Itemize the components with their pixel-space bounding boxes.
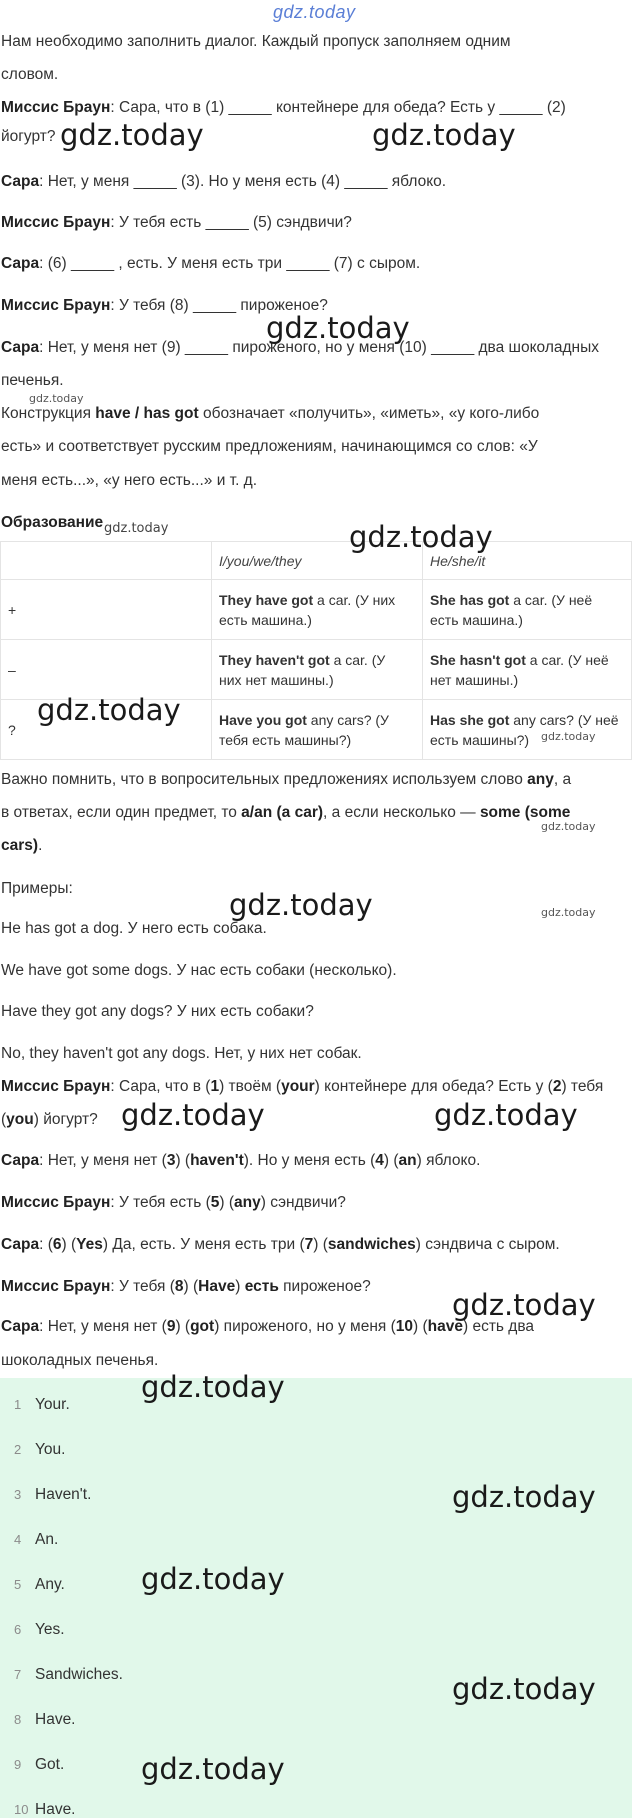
filled-line: Сара: (6) (Yes) Да, есть. У меня есть три (7) (sandwiches) сэндвича с сыром. [1, 1236, 560, 1253]
table-cell: Have you got any cars? (У тебя есть машины?) [212, 700, 423, 760]
answer-text: Yes. [35, 1621, 65, 1638]
watermark: gdz.today [121, 1098, 265, 1132]
answers-block [0, 1378, 632, 1818]
example-line: Have they got any dogs? У них есть собаки? [1, 1003, 314, 1020]
table-header [1, 542, 212, 580]
answer-number: 9 [14, 1757, 22, 1772]
table-row [1, 640, 632, 700]
theory-line: Конструкция have / has got обозначает «получить», «иметь», «у кого-либо [1, 405, 540, 422]
answer-number: 4 [14, 1532, 22, 1547]
answer-text: You. [35, 1441, 66, 1458]
watermark: gdz.today [349, 520, 493, 554]
watermark: gdz.today [229, 888, 373, 922]
section-heading: Образование [1, 514, 104, 531]
watermark: gdz.today [104, 521, 169, 536]
answer-text: Your. [35, 1396, 70, 1413]
filled-line: Миссис Браун: У тебя есть (5) (any) сэндвичи? [1, 1194, 346, 1211]
speaker: Сара [1, 255, 40, 272]
answer-text: Got. [35, 1756, 65, 1773]
dialogue-line: печенья. [1, 372, 64, 389]
answer-text: Sandwiches. [35, 1666, 123, 1683]
watermark: gdz.today [29, 392, 84, 405]
table-cell-sign: ? [1, 700, 212, 760]
answer-text: Any. [35, 1576, 65, 1593]
watermark: gdz.today [266, 311, 410, 345]
watermark: gdz.today [452, 1288, 596, 1322]
intro-line: словом. [1, 66, 59, 83]
answer-number: 6 [14, 1622, 22, 1637]
table-header: He/she/it [423, 542, 632, 580]
filled-line: Миссис Браун: У тебя (8) (Have) есть пироженое? [1, 1278, 371, 1295]
table-cell-sign: – [1, 640, 212, 700]
answer-text: Have. [35, 1711, 76, 1728]
watermark: gdz.today [60, 118, 204, 152]
watermark: gdz.today [37, 693, 181, 727]
table-header-row [1, 542, 632, 580]
examples-heading: Примеры: [1, 880, 73, 897]
filled-line: Миссис Браун: Сара, что в (1) твоём (your) контейнере для обеда? Есть у (2) тебя [1, 1078, 604, 1095]
answer-text: Have. [35, 1801, 76, 1818]
watermark: gdz.today [141, 1752, 285, 1786]
table-row [1, 580, 632, 640]
note-line: cars). [1, 837, 43, 854]
answer-text: An. [35, 1531, 59, 1548]
filled-line: Сара: Нет, у меня нет (3) (haven't). Но у меня есть (4) (an) яблоко. [1, 1152, 481, 1169]
answer-number: 8 [14, 1712, 22, 1727]
speaker: Миссис Браун [1, 297, 111, 314]
filled-line: (you) йогурт? [1, 1111, 98, 1128]
table-cell: They have got a car. (У них есть машина.) [212, 580, 423, 640]
speaker: Миссис Браун [1, 214, 111, 231]
filled-line: Сара: Нет, у меня нет (9) (got) пироженого, но у меня (10) (have) есть два [1, 1318, 535, 1335]
example-line: He has got a dog. У него есть собака. [1, 920, 267, 937]
intro-line: Нам необходимо заполнить диалог. Каждый пропуск заполняем одним [1, 33, 511, 50]
answer-number: 7 [14, 1667, 22, 1682]
note-line: в ответах, если один предмет, то a/an (a car), а если несколько — some (some [1, 804, 571, 821]
table-cell: Has she got any cars? (У неё есть машины?) [423, 700, 632, 760]
answer-number: 1 [14, 1397, 22, 1412]
watermark: gdz.today [141, 1370, 285, 1404]
watermark: gdz.today [372, 118, 516, 152]
table-cell-sign: + [1, 580, 212, 640]
table-cell: She hasn't got a car. (У неё нет машины.) [423, 640, 632, 700]
watermark: gdz.today [541, 820, 596, 833]
theory-line: меня есть...», «у него есть...» и т. д. [1, 472, 258, 489]
answer-number: 5 [14, 1577, 22, 1592]
watermark: gdz.today [541, 906, 596, 919]
example-line: No, they haven't got any dogs. Нет, у них нет собак. [1, 1045, 362, 1062]
answer-number: 2 [14, 1442, 22, 1457]
site-logo[interactable]: gdz.today [273, 2, 356, 22]
grammar-table [0, 541, 632, 760]
answer-number: 10 [14, 1802, 29, 1817]
answer-number: 3 [14, 1487, 22, 1502]
dialogue-line: йогурт? [1, 128, 56, 145]
dialogue-line: Сара: Нет, у меня нет (9) _____ пироженого, но у меня (10) _____ два шоколадных [1, 339, 599, 356]
example-line: We have got some dogs. У нас есть собаки (несколько). [1, 962, 397, 979]
dialogue-line: Сара: Нет, у меня _____ (3). Но у меня есть (4) _____ яблоко. [1, 173, 447, 190]
theory-line: есть» и соответствует русским предложениям, начинающимся со слов: «У [1, 438, 538, 455]
table-cell: They haven't got a car. (У них нет машины.) [212, 640, 423, 700]
dialogue-line: Сара: (6) _____ , есть. У меня есть три _____ (7) с сыром. [1, 255, 421, 272]
watermark: gdz.today [452, 1480, 596, 1514]
watermark: gdz.today [434, 1098, 578, 1132]
table-header: I/you/we/they [212, 542, 423, 580]
table-cell: She has got a car. (У неё есть машина.) [423, 580, 632, 640]
watermark: gdz.today [141, 1562, 285, 1596]
answer-text: Haven't. [35, 1486, 92, 1503]
dialogue-line: Миссис Браун: Сара, что в (1) _____ контейнере для обеда? Есть у _____ (2) [1, 99, 566, 116]
speaker: Сара [1, 339, 40, 356]
dialogue-line: Миссис Браун: У тебя (8) _____ пироженое? [1, 297, 328, 314]
filled-line: шоколадных печенья. [1, 1352, 159, 1369]
watermark: gdz.today [541, 730, 596, 743]
dialogue-line: Миссис Браун: У тебя есть _____ (5) сэндвичи? [1, 214, 352, 231]
speaker: Сара [1, 173, 40, 190]
note-line: Важно помнить, что в вопросительных предложениях используем слово any, а [1, 771, 572, 788]
watermark: gdz.today [452, 1672, 596, 1706]
speaker: Миссис Браун [1, 99, 111, 116]
